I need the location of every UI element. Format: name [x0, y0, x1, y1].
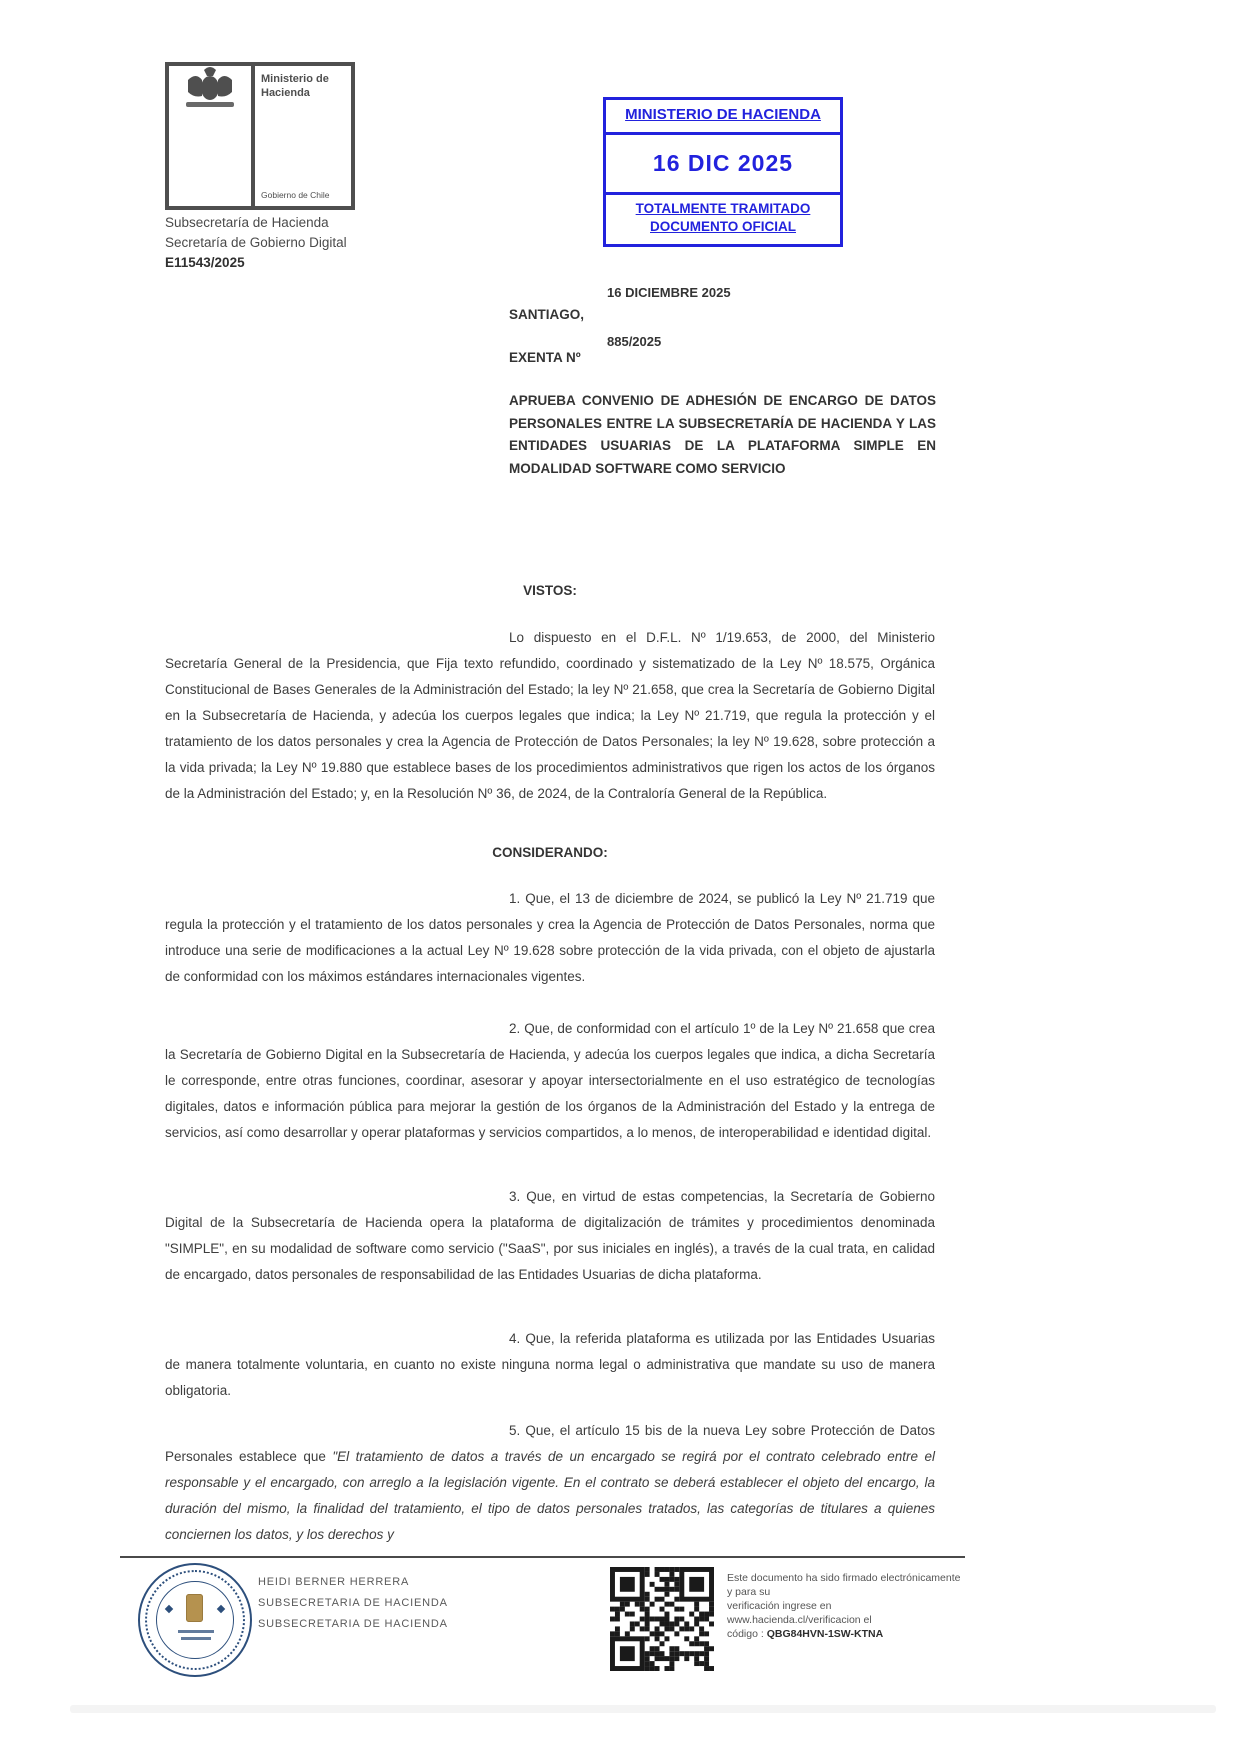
considerando-item-1: 1. Que, el 13 de diciembre de 2024, se publicó la Ley Nº 21.719 que regula la protección y el tratamiento de los datos personales y crea la Agencia de Protección de Datos Personales, norma que introduce una serie de modificaciones a la actual Ley Nº 19.628 sobre protección de la vida privada, con el objeto de ajustarla de conformidad con los máximos estándares internacionales vigentes. [165, 891, 935, 984]
logo-government-label: Gobierno de Chile [261, 190, 330, 200]
ministry-logo [165, 62, 355, 210]
seal-gold-emblem [186, 1594, 203, 1622]
logo-text-cell [255, 66, 351, 206]
vistos-heading: VISTOS: [523, 583, 577, 598]
footer-divider [120, 1556, 965, 1558]
verification-text [727, 1571, 962, 1641]
seal-text-line2 [181, 1637, 211, 1640]
seal-inner-circle [156, 1581, 234, 1659]
signer-name: HEIDI BERNER HERRERA [258, 1576, 410, 1588]
considerando-item-3: 3. Que, en virtud de estas competencias, la Secretaría de Gobierno Digital de la Subsecretaría de Hacienda opera la plataforma de digitalización de trámites y procedimientos denominada "SIMPLE", en su modalidad de software como servicio ("SaaS", por sus iniciales en inglés), a través de la cual trata, en calidad de encargado, datos personales de responsabilidad de las Entidades Usuarias de dicha plataforma. [165, 1189, 935, 1282]
letterhead-secretaria: Secretaría de Gobierno Digital [165, 235, 347, 250]
considerando-heading: CONSIDERANDO: [492, 845, 608, 860]
next-page-edge [70, 1705, 1216, 1713]
verification-qr-code [610, 1567, 714, 1671]
seal-text-line1 [178, 1630, 214, 1633]
considerando-item-2: 2. Que, de conformidad con el artículo 1º de la Ley Nº 21.658 que crea la Secretaría de Gobierno Digital en la Subsecretaría de Hacienda, y adecúa los cuerpos legales que indica, a dicha Secretaría le corresponde, entre otras funciones, coordinar, asesorar y apoyar intersectorialmente en el uso estratégico de tecnologías digitales, datos e información pública para mejorar la gestión de los órganos de la Administración del Estado y la entrega de servicios, así como desarrollar y operar plataformas y servicios compartidos, a lo menos, de interoperabilidad e identidad digital. [165, 1021, 935, 1140]
stamp-date: 16 DIC 2025 [606, 135, 840, 195]
signer-role-2: SUBSECRETARIA DE HACIENDA [258, 1618, 448, 1630]
verification-code: QBG84HVN-1SW-KTNA [766, 1628, 884, 1640]
signer-role-1: SUBSECRETARIA DE HACIENDA [258, 1597, 448, 1609]
verification-line3 [727, 1627, 962, 1641]
stamp-status [606, 195, 840, 245]
considerando-item-5-text: 5. Que, el artículo 15 bis de la nueva Ley sobre Protección de Datos Personales establece que [165, 1423, 935, 1464]
resolution-exenta-label: EXENTA Nº [509, 350, 581, 365]
considerando-item-5 [165, 1418, 935, 1548]
letterhead-lines [165, 213, 347, 273]
resolution-city: SANTIAGO, [509, 307, 585, 322]
letterhead-subsecretaria: Subsecretaría de Hacienda [165, 215, 329, 230]
considerando-item-5-quote: "El tratamiento de datos a través de un encargado se regirá por el contrato celebrado entre el responsable y el encargado, con arreglo a la legislación vigente. En el contrato se deberá establecer el objeto del encargo, la duración del mismo, la finalidad del tratamiento, el tipo de datos personales tratados, las categorías de titulares a quienes conciernen los datos, y los derechos y [165, 1449, 935, 1542]
signer-block [258, 1572, 448, 1635]
office-stamp [603, 97, 843, 247]
verification-line1: Este documento ha sido firmado electrónicamente y para su [727, 1572, 961, 1598]
resolution-number: 885/2025 [607, 334, 662, 349]
stamp-status-line2: DOCUMENTO OFICIAL [650, 219, 796, 235]
logo-emblem-cell [169, 66, 255, 206]
electronic-signature-seal-icon [138, 1563, 252, 1677]
seal-right-dot [217, 1605, 225, 1613]
chile-coat-of-arms-icon [178, 66, 242, 122]
stamp-ministry-label: MINISTERIO DE HACIENDA [606, 100, 840, 135]
seal-dotted-ring [145, 1570, 245, 1670]
stamp-status-line1: TOTALMENTE TRAMITADO [635, 200, 811, 216]
verification-code-prefix: código : [727, 1628, 767, 1640]
considerando-item-4: 4. Que, la referida plataforma es utilizada por las Entidades Usuarias de manera totalmente voluntaria, en cuanto no existe ninguna norma legal o administrativa que mandate su uso de manera obligatoria. [165, 1331, 935, 1398]
verification-line2: verificación ingrese en www.hacienda.cl/verificacion el [727, 1600, 872, 1626]
document-title: APRUEBA CONVENIO DE ADHESIÓN DE ENCARGO DE DATOS PERSONALES ENTRE LA SUBSECRETARÍA DE HACIENDA Y LAS ENTIDADES USUARIAS DE LA PLATAFORMA SIMPLE EN MODALIDAD SOFTWARE COMO SERVICIO [509, 393, 936, 476]
seal-left-dot [165, 1605, 173, 1613]
logo-ministry-label: Ministerio de Hacienda [261, 73, 329, 99]
vistos-paragraph: Lo dispuesto en el D.F.L. Nº 1/19.653, de 2000, del Ministerio Secretaría General de la Presidencia, que Fija texto refundido, coordinado y sistematizado de la Ley Nº 18.575, Orgánica Constitucional de Bases Generales de la Administración del Estado; la ley Nº 21.658, que crea la Secretaría de Gobierno Digital en la Subsecretaría de Hacienda, y adecúa los cuerpos legales que indica; la Ley Nº 21.719, que regula la protección y el tratamiento de los datos personales y crea la Agencia de Protección de Datos Personales; la ley Nº 19.628, sobre protección a la vida privada; la Ley Nº 19.880 que establece bases de los procedimientos administrativos que rigen los actos de los órganos de la Administración del Estado; y, en la Resolución Nº 36, de 2024, de la Contraloría General de la República. [165, 630, 935, 801]
letterhead-doc-code: E11543/2025 [165, 255, 245, 270]
resolution-date: 16 DICIEMBRE 2025 [607, 285, 731, 300]
